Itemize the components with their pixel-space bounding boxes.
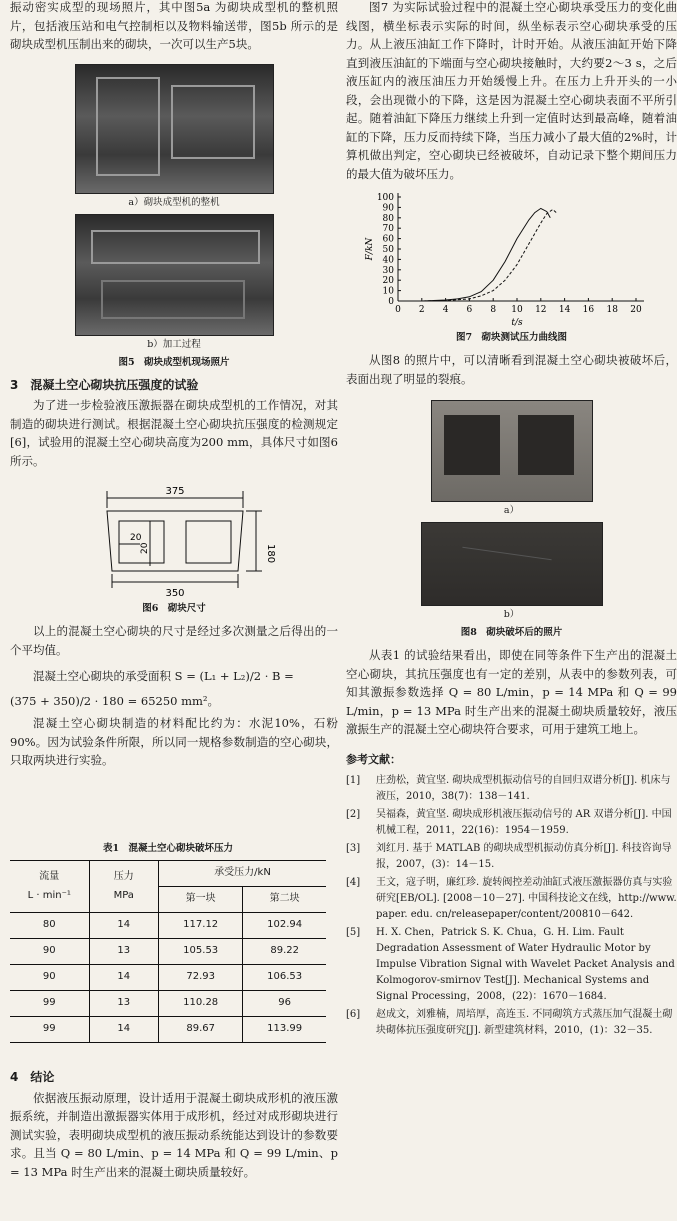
table-cell-second: 113.99: [267, 1023, 303, 1035]
x-tick-label: 6: [466, 305, 473, 315]
table-cell-flow: 90: [10, 939, 89, 965]
table-cell-press: 14: [89, 913, 159, 939]
series-line-2: [398, 210, 556, 302]
fig5a-subcaption: a）砌块成型机的整机: [128, 196, 220, 208]
fig8b-photo: [421, 522, 603, 606]
table-header-first: 第一块: [159, 887, 243, 913]
table-cell-first: 110.28: [159, 991, 243, 1017]
left-column: [10, 0, 338, 770]
y-axis-label: F/kN: [365, 237, 375, 261]
section3-title: 3 混凝土空心砌块抗压强度的试验: [10, 377, 199, 392]
fig8b-subcaption: b）: [503, 609, 520, 620]
table1-block: [10, 842, 326, 1043]
x-axis-label: t/s: [511, 318, 523, 328]
table-cell-first: 72.93: [159, 965, 243, 991]
series-line-1: [398, 208, 550, 301]
table-header-pressure: 压力 MPa: [89, 861, 159, 913]
table-row: [10, 991, 326, 1017]
fig7-description: 图7 为实际试验过程中的混凝土空心砌块承受压力的变化曲线图，横坐标表示实际的时间，纵坐标表示空心砌块承受的压力。从上液压油缸工作下降时，计时开始。从液压油缸开始下降直到液压油缸的下端面与空心砌块接触时，大约要2～3 s，之后液压缸内的液压油压力开始缓慢上升。在压力上升开头的一小段，会出现微小的下降，这是因为混凝土空心砌块表面不平所引起。随着油缸下降压力继续上升到一定值时达到最高峰，随着油缸的下降，压力反而持续下降，当压力减小了最大值的2%时，计算机做出判定，空心砌块已经被破坏，自动记录下整个期间压力的最大值为破坏压力。: [346, 0, 677, 181]
fig8a-subcaption: a）: [503, 505, 520, 516]
section3-paragraph: 为了进一步检验液压激振器在砌块成型机的工作情况，对其制造的砌块进行测试。根据混凝土空心砌块抗压强度的检测规定[6]，试验用的混凝土空心砌块高度为200 mm，具体尺寸如图6 所示。: [10, 398, 338, 468]
table-cell-second: 106.53: [267, 971, 303, 983]
references-title: 参考文献：: [346, 752, 401, 766]
table-cell-first: 105.53: [159, 939, 243, 965]
reference-item: [346, 807, 677, 839]
reference-item: [346, 841, 677, 873]
fig6-dim-wall-v: 20: [140, 542, 150, 554]
table-cell-first: 117.12: [159, 913, 243, 939]
reference-item: [346, 773, 677, 805]
y-tick-label: 40: [382, 255, 394, 266]
fig6-dim-top: 375: [165, 486, 185, 497]
y-tick-label: 70: [382, 224, 394, 235]
conclusion-text: 依据液压振动原理，设计适用于混凝土砌块成形机的液压激振系统，并制造出激振器实体用于成形机，经过对成形砌块进行测试实验，表明砌块成型机的液压振动系统能达到设计的参数要求。且当 Q = 80 L/min、p = 14 MPa 和 Q = 99 L/min、p = 13 MPa 时生产出来的混凝土砌块质量较好。: [10, 1090, 338, 1179]
reference-number: [6]: [346, 1009, 361, 1020]
table-row: [10, 939, 326, 965]
reference-number: [4]: [346, 877, 361, 888]
table-cell-second: 89.22: [270, 945, 299, 957]
table-cell-flow: 99: [10, 1017, 89, 1043]
table-cell-second: 102.94: [267, 919, 303, 931]
fig6-dim-wall-h: 20: [130, 533, 142, 543]
table-cell-press: 13: [89, 991, 159, 1017]
x-tick-label: 16: [582, 305, 595, 315]
fig5a-photo: [75, 64, 274, 194]
y-tick-label: 90: [382, 203, 394, 214]
y-tick-label: 30: [382, 265, 394, 276]
fig6-dim-right: 180: [265, 544, 276, 564]
results-paragraph: 从表1 的试验结果看出，即使在同等条件下生产出的混凝土空心砌块，其抗压强度也有一定的差别，从表中的参数列表，可知其激振参数选择 Q = 80 L/min，p = 14 MPa 和 Q = 99 L/min，p = 13 MPa 时生产出来的混凝土砌块质量较好，液压激振生产的混凝土空心砌块符合要求，可用于建筑工地上。: [346, 648, 677, 736]
x-tick-label: 8: [490, 305, 497, 315]
fig6-caption: 图6 砌块尺寸: [142, 603, 206, 614]
x-tick-label: 12: [535, 305, 547, 315]
y-tick-label: 60: [382, 234, 394, 245]
right-column: [346, 0, 677, 1041]
x-tick-label: 14: [558, 305, 571, 315]
conclusion-block: [10, 1062, 338, 1181]
fig5b-subcaption: b）加工过程: [147, 338, 201, 350]
table-cell-press: 14: [89, 1017, 159, 1043]
fig8-caption: 图8 砌块破坏后的照片: [460, 627, 563, 638]
table-header-load: 承受压力/kN: [159, 861, 326, 887]
fig6-dim-bottom: 350: [165, 588, 185, 598]
table-cell-press: 14: [89, 965, 159, 991]
table-header-second: 第二块: [269, 893, 300, 905]
fig5-caption: 图5 砌块成型机现场照片: [118, 356, 230, 368]
fig8-intro: 从图8 的照片中，可以清晰看到混凝土空心砌块被破坏后，表面出现了明显的裂痕。: [346, 353, 677, 386]
fig5b-photo: [75, 214, 274, 336]
reference-text: 赵成文，刘雅楠，周培厚，高连玉. 不同砌筑方式蒸压加气混凝土砌块砌体抗压强度研究[J]. 新型建筑材料，2010，(1)：32－35.: [376, 1009, 673, 1036]
fig7-caption: 图7 砌块测试压力曲线图: [455, 332, 568, 343]
table-row: [10, 913, 326, 939]
y-tick-label: 20: [382, 276, 394, 287]
table-row: [10, 965, 326, 991]
fig6-dimension-drawing: [10, 476, 338, 598]
table1-caption: 表1 混凝土空心砌块破坏压力: [102, 843, 234, 854]
y-tick-label: 0: [388, 297, 394, 307]
table-row: [10, 1017, 326, 1043]
dimension-note: 以上的混凝土空心砌块的尺寸是经过多次测量之后得出的一个平均值。: [10, 624, 338, 657]
reference-item: [346, 925, 677, 1005]
x-tick-label: 0: [395, 305, 401, 315]
x-tick-label: 18: [606, 305, 618, 315]
reference-item: [346, 1007, 677, 1039]
reference-item: [346, 875, 677, 923]
table1: [10, 860, 326, 1043]
reference-number: [1]: [346, 775, 361, 786]
table-cell-first: 89.67: [159, 1017, 243, 1043]
references-list: [346, 773, 677, 1039]
reference-number: [5]: [346, 927, 361, 938]
y-tick-label: 50: [382, 245, 394, 255]
material-paragraph: 混凝土空心砌块制造的材料配比约为：水泥10%，石粉90%。因为试验条件所限，所以同一规格参数制造的空心砌块，只取两块进行实验。: [10, 716, 338, 767]
x-tick-label: 2: [418, 305, 425, 315]
reference-number: [3]: [346, 843, 361, 854]
reference-text: 庄劲松，黄宜坚. 砌块成型机振动信号的自回归双谱分析[J]. 机床与液压，2010，38(7)：138－141.: [376, 775, 671, 802]
y-tick-label: 10: [382, 286, 394, 297]
reference-text: 吴福森，黄宜坚. 砌块成形机液压振动信号的 AR 双谱分析[J]. 中国机械工程，2011，22(16)：1954－1959.: [376, 809, 672, 836]
area-equation-line2: (375 + 350)/2 · 180 = 65250 mm²。: [10, 693, 220, 708]
y-tick-label: 100: [376, 193, 394, 203]
x-tick-label: 20: [630, 305, 642, 315]
table-cell-flow: 80: [10, 913, 89, 939]
intro-paragraph: 振动密实成型的现场照片，其中图5a 为砌块成型机的整机照片，包括液压站和电气控制柜以及物料输送带，图5b 所示的是砌块成型机压制出来的砌块，一次可以生产5块。: [10, 0, 338, 51]
reference-text: 王文，寇子明，廉红珍. 旋转阀控差动油缸式液压激振器仿真与实验研究[EB/OL]. [2008－10－27]. 中国科技论文在线，http://www. paper. edu. cn/releasepaper/content/200810－642.: [376, 877, 677, 920]
conclusion-title: 4 结论: [10, 1070, 55, 1084]
x-tick-label: 10: [511, 305, 523, 315]
table-cell-second: 96: [278, 997, 292, 1009]
reference-text: H. X. Chen，Patrick S. K. Chua，G. H. Lim. Fault Degradation Assessment of Water Hydraulic Motor by Impulse Vibration Signal with Wavelet Packet Analysis and Kolmogorov-smirnov Test[J]. Mechanical Systems and Signal Processing，2008，(22)：1670－1684.: [376, 927, 675, 1002]
reference-text: 刘红月. 基于 MATLAB 的砌块成型机振动仿真分析[J]. 科技咨询导报，2007，(3)：14－15.: [376, 843, 672, 870]
fig7-pressure-chart: [346, 189, 666, 329]
table-cell-flow: 90: [10, 965, 89, 991]
table-cell-press: 13: [89, 939, 159, 965]
y-tick-label: 80: [382, 213, 394, 224]
area-equation-line1: 混凝土空心砌块的承受面积 S = (L₁ + L₂)/2 · B =: [33, 669, 294, 683]
reference-number: [2]: [346, 809, 361, 820]
fig8a-photo: [431, 400, 593, 502]
table-header-flow: 流量 L · min⁻¹: [10, 861, 89, 913]
x-tick-label: 4: [442, 305, 449, 315]
table-cell-flow: 99: [10, 991, 89, 1017]
